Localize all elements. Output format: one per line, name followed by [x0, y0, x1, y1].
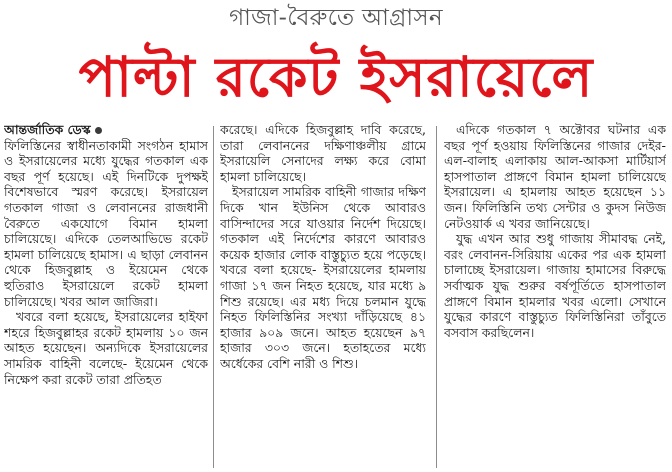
- paragraph: করেছে। এদিকে হিজবুল্লাহ দাবি করেছে, তারা লেবাননের দক্ষিণাঞ্চলীয় গ্রামে ইসরায়েলি সেনাদের লক্ষ্য করে বোমা হামলা চালিয়েছে।: [220, 122, 426, 184]
- article-column-2: [220, 122, 426, 472]
- column-divider: [436, 126, 437, 468]
- byline: আন্তর্জাতিক ডেস্ক: [4, 122, 91, 137]
- column-divider: [213, 126, 214, 468]
- paragraph: খবরে বলা হয়েছে, ইসরায়েলের হাইফা শহরে হিজবুল্লাহর রকেট হামলায় ১০ জন আহত হয়েছেন। অন্যদিকে ইসরায়েলের সামরিক বাহিনী বলেছে- ইয়েমেন থেকে নিক্ষেপ করা রকেট তারা প্রতিহত: [4, 309, 208, 387]
- paragraph: যুদ্ধ এখন আর শুধু গাজায় সীমাবদ্ধ নেই, বরং লেবানন-সিরিয়ায় একের পর এক হামলা চালাচ্ছে ইসরায়েল। গাজায় হামাসের বিরুদ্ধে সর্বাত্মক যুদ্ধ শুরুর বর্ষপূর্তিতে হাসপাতাল প্রাঙ্গণে বিমান হামলার খবর এলো। সেখানে যুদ্ধের কারণে বাস্তুচ্যুত ফিলিস্তিনিরা তাঁবুতে বসবাস করছিলেন।: [444, 231, 666, 340]
- headline-text: পাল্টা রকেট ইসরায়েলে: [78, 44, 594, 109]
- article-column-3: [444, 122, 666, 472]
- kicker-text: গাজা-বৈরুতে আগ্রাসন: [229, 4, 443, 31]
- byline-paragraph: [4, 122, 208, 138]
- article-body: [0, 122, 672, 472]
- kicker-line: [0, 0, 672, 36]
- headline: [0, 42, 672, 120]
- paragraph: এদিকে গতকাল ৭ অক্টোবর ঘটনার এক বছর পূর্ণ হওয়ায় ফিলিস্তিনের গাজার দেইর-এল-বালাহ এলাকায় আল-আকসা মার্টিয়ার্স হাসপাতাল প্রাঙ্গণে বিমান হামলা চালিয়েছে ইসরায়েল। এ হামলায় আহত হয়েছেন ১১ জন। ফিলিস্তিনি তথ্য সেন্টার ও কুদস নিউজ নেটওয়ার্ক এ খবর জানিয়েছে।: [444, 122, 666, 231]
- byline-bullet-icon: [95, 127, 102, 134]
- article-column-1: [4, 122, 208, 472]
- paragraph: ইসরায়েল সামরিক বাহিনী গাজার দক্ষিণ দিকে খান ইউনিস থেকে আবারও বাসিন্দাদের সরে যাওয়ার নির্দেশ দিয়েছে। গতকাল এই নির্দেশের কারণে আবারও কয়েক হাজার লোক বাস্তুচ্যুত হয়ে পড়েছে। খবরে বলা হয়েছে- ইসরায়েলের হামলায় গাজা ১৭ জন নিহত হয়েছে, যার মধ্যে ৯ শিশু রয়েছে। এর মধ্য দিয়ে চলমান যুদ্ধে নিহত ফিলিস্তিনির সংখ্যা দাঁড়িয়েছে ৪১ হাজার ৯০৯ জনে। আহত হয়েছেন ৯৭ হাজার ৩০৩ জনে। হতাহতের মধ্যে অর্ধেকের বেশি নারী ও শিশু।: [220, 184, 426, 371]
- paragraph: ফিলিস্তিনের স্বাধীনতাকামী সংগঠন হামাস ও ইসরায়েলের মধ্যে যুদ্ধের গতকাল এক বছর পূর্ণ হয়েছে। এই দিনটিকে দুপক্ষই বিশেষভাবে স্মরণ করেছে। ইসরায়েল গতকাল গাজা ও লেবাননের রাজধানী বৈরুতে একযোগে বিমান হামলা চালিয়েছে। এদিকে তেলআভিভে রকেট হামলা চালিয়েছে হামাস। এ ছাড়া লেবানন থেকে হিজবুল্লাহ ও ইয়েমেন থেকে হুতিরাও ইসরায়েলে রকেট হামলা চালিয়েছে। খবর আল জাজিরা।: [4, 137, 208, 309]
